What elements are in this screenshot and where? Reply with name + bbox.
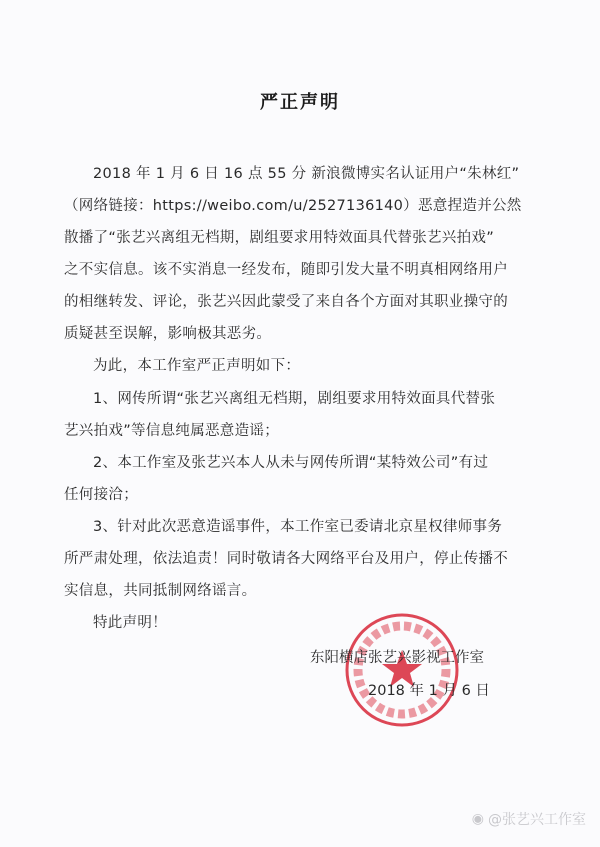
- body-line: 散播了“张艺兴离组无档期，剧组要求用特效面具代替张艺兴拍戏”: [64, 230, 495, 246]
- body-line: 2018 年 1 月 6 日 16 点 55 分 新浪微博实名认证用户“朱林红”: [93, 166, 520, 182]
- body-line: （网络链接：https://weibo.com/u/2527136140）恶意捏造并公然: [64, 198, 522, 214]
- official-seal-icon: [344, 612, 460, 728]
- body-line: 质疑甚至误解，影响极其恶劣。: [64, 326, 272, 342]
- body-line: 2、本工作室及张艺兴本人从未与网传所谓“某特效公司”有过: [93, 455, 489, 471]
- weibo-watermark: [472, 809, 586, 829]
- body-line: 3、针对此次恶意造谣事件，本工作室已委请北京星权律师事务: [93, 519, 503, 535]
- body-line: 所严肃处理，依法追责！同时敬请各大网络平台及用户，停止传播不: [64, 551, 508, 567]
- signature-date: 2018 年 1 月 6 日: [368, 683, 490, 699]
- body-line: 特此声明！: [93, 615, 167, 631]
- document-title: 严正声明: [260, 92, 340, 113]
- weibo-logo-icon: ◉: [471, 811, 484, 827]
- body-line: 任何接洽；: [64, 487, 138, 503]
- body-line: 艺兴拍戏”等信息纯属恶意造谣；: [64, 423, 280, 439]
- watermark-text: @张艺兴工作室: [488, 812, 586, 828]
- body-line: 为此，本工作室严正声明如下：: [93, 358, 301, 374]
- body-line: 1、网传所谓“张艺兴离组无档期，剧组要求用特效面具代替张: [93, 391, 496, 407]
- body-line: 的相继转发、评论，张艺兴因此蒙受了来自各个方面对其职业操守的: [64, 294, 508, 310]
- body-line: 实信息，共同抵制网络谣言。: [64, 583, 257, 599]
- body-line: 之不实信息。该不实消息一经发布，随即引发大量不明真相网络用户: [64, 262, 508, 278]
- signature-org: 东阳横店张艺兴影视工作室: [310, 650, 484, 666]
